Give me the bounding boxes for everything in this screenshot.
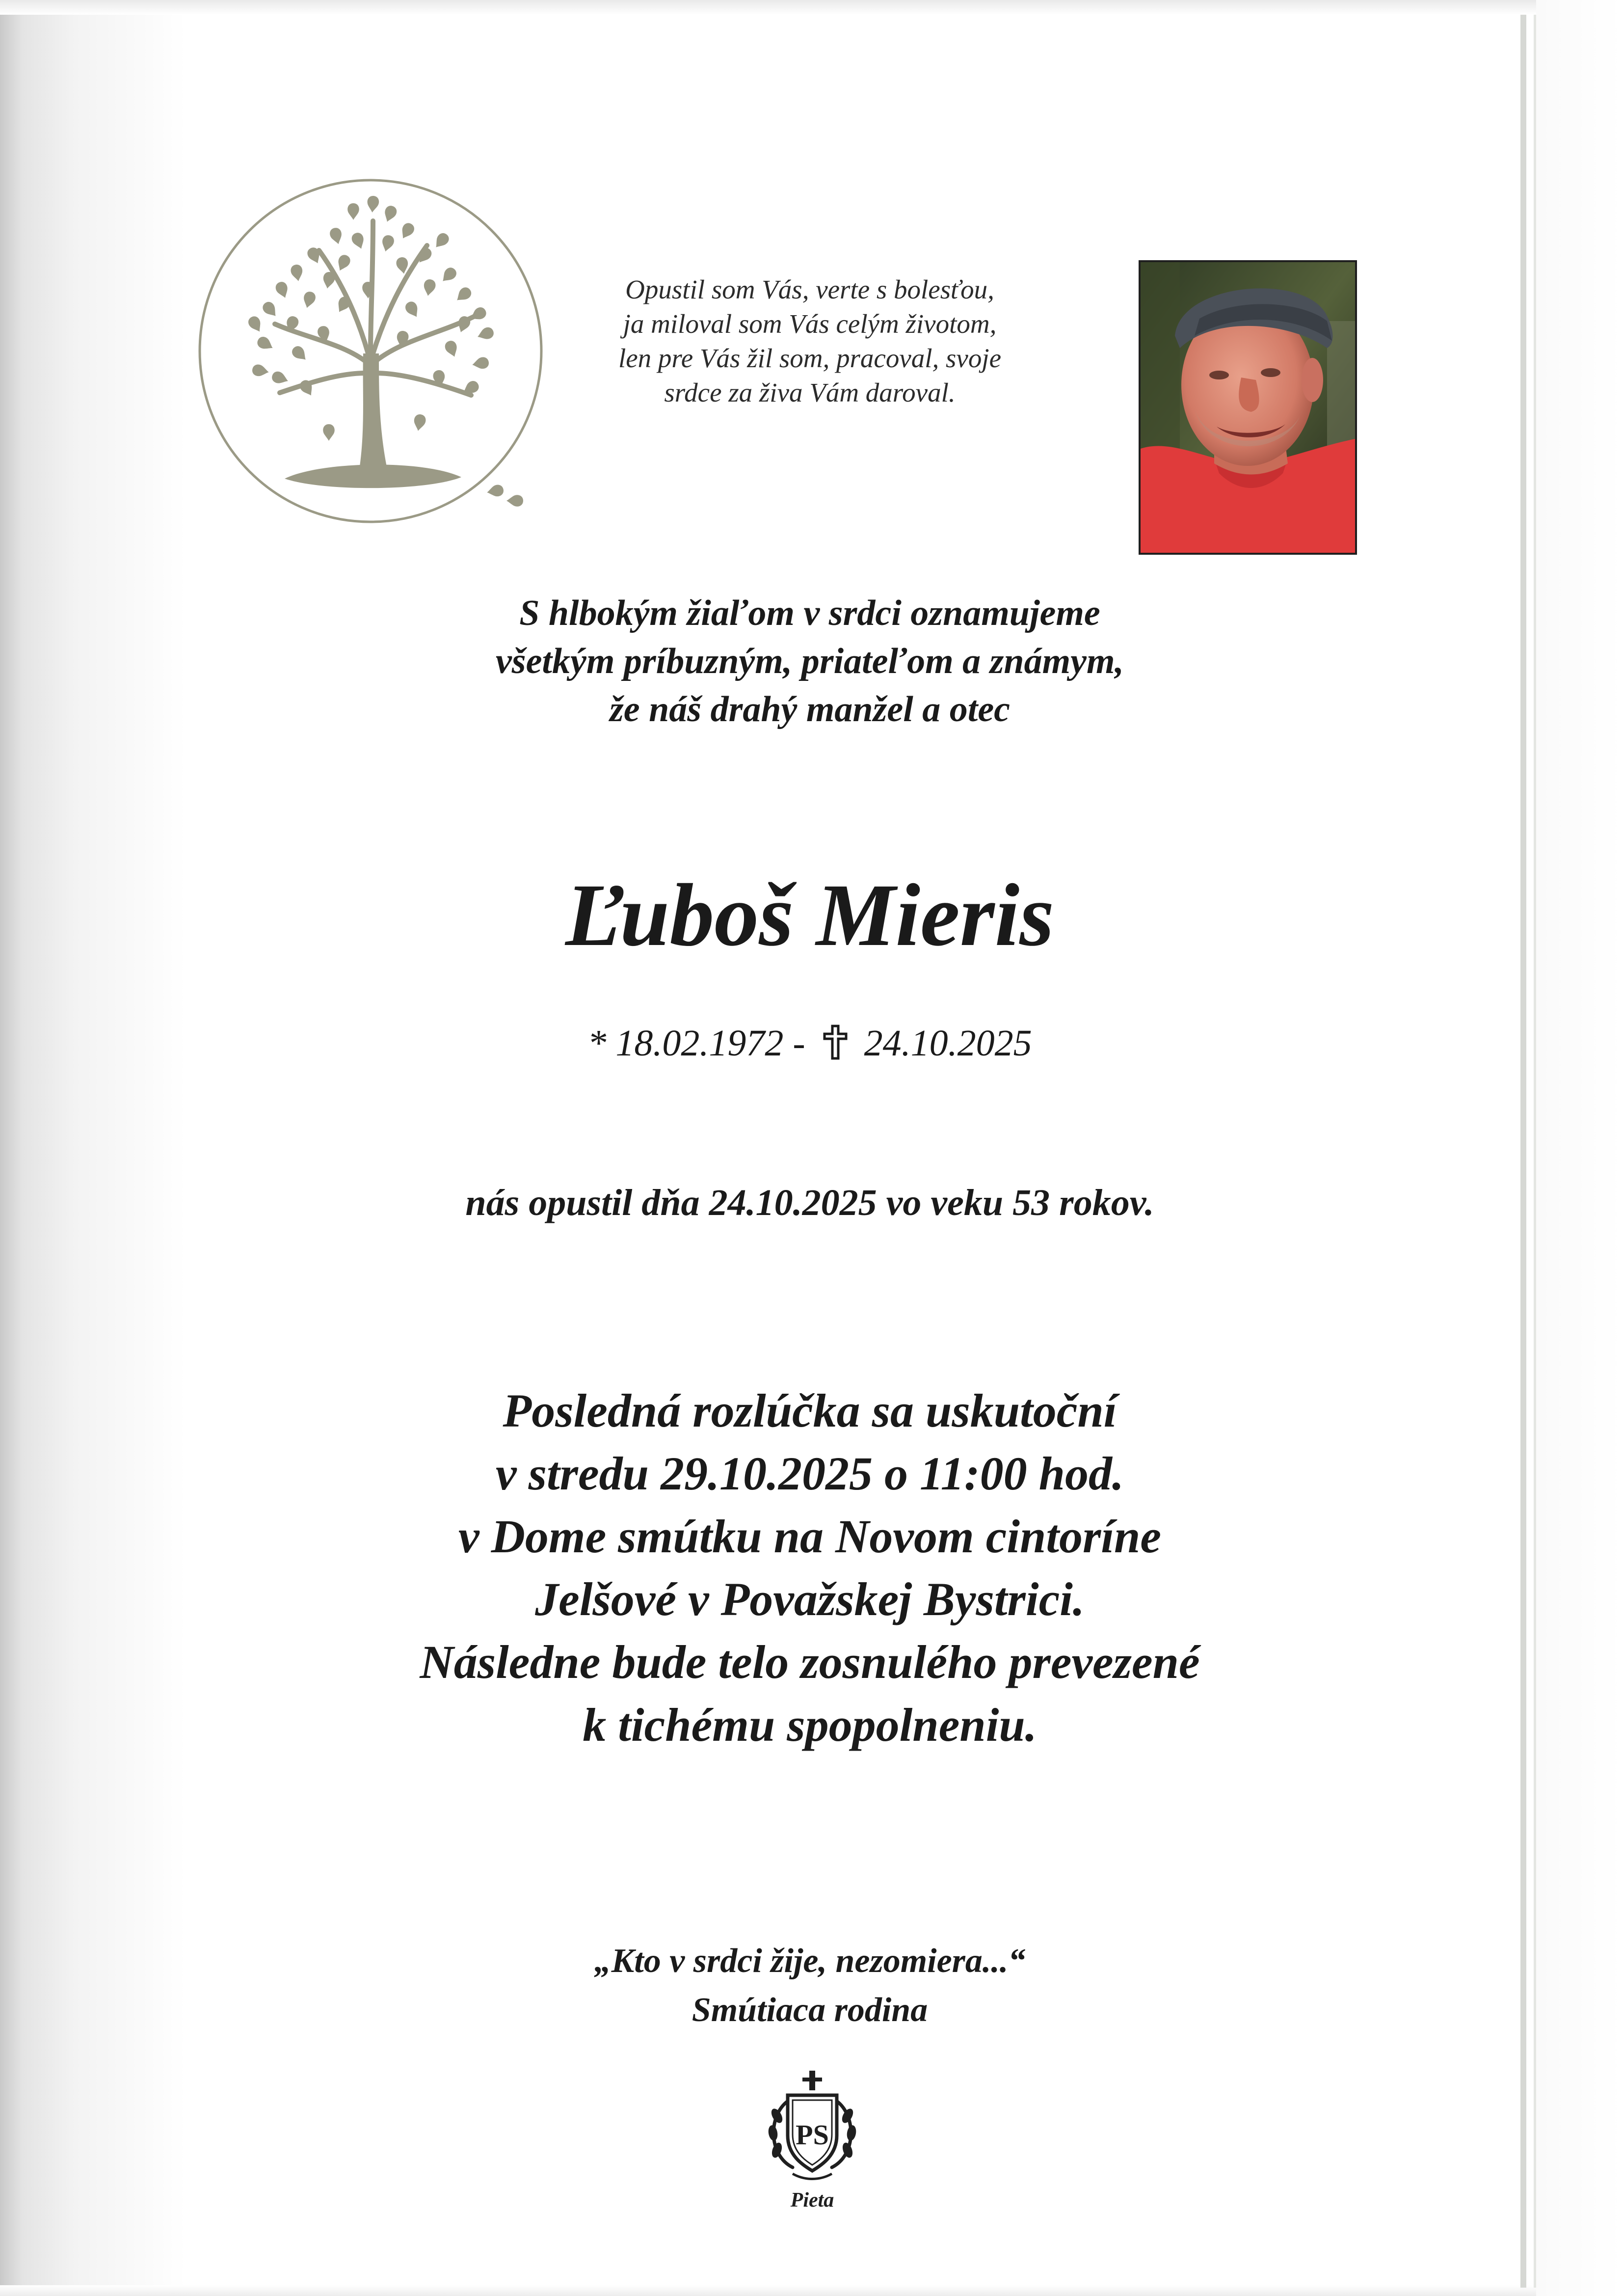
scan-shadow (0, 0, 186, 2296)
funeral-details (196, 1379, 1423, 1756)
deceased-name: Ľuboš Mieris (565, 866, 1055, 965)
poem-line: len pre Vás žil som, pracoval, svoje (618, 343, 1002, 373)
page-right-margin (1536, 0, 1623, 2296)
scan-edge-bottom (0, 2285, 1623, 2296)
poem-line: Opustil som Vás, verte s bolesťou, (625, 274, 994, 304)
memorial-poem (550, 272, 1070, 410)
closing-block (196, 1937, 1423, 2035)
funeral-line: Jelšové v Považskej Bystrici. (535, 1573, 1085, 1625)
cross-icon (821, 1024, 850, 1060)
funeral-line: k tichému spopolneniu. (583, 1699, 1037, 1751)
funeral-line: Posledná rozlúčka sa uskutoční (503, 1384, 1117, 1437)
portrait-photo (1139, 260, 1357, 555)
funeral-line: v Dome smútku na Novom cintoríne (458, 1510, 1162, 1563)
announcement-line: S hlbokým žiaľom v srdci oznamujeme (519, 593, 1100, 633)
logo-monogram: PS (796, 2119, 829, 2151)
death-date: 24.10.2025 (864, 1023, 1032, 1064)
announcement-text (196, 589, 1423, 733)
poem-line: srdce za živa Vám daroval. (664, 378, 956, 407)
departed-text: nás opustil dňa 24.10.2025 vo veku 53 rokov. (465, 1182, 1154, 1223)
life-dates (196, 1019, 1423, 1068)
poem-line: ja miloval som Vás celým životom, (623, 309, 997, 339)
funeral-line: Následne bude telo zosnulého prevezené (420, 1636, 1200, 1688)
closing-quote: „Kto v srdci žije, nezomiera...“ (594, 1942, 1026, 1980)
logo-name: Pieta (790, 2189, 834, 2212)
pieta-logo-icon (758, 2067, 866, 2214)
scan-edge-top (0, 0, 1623, 15)
announcement-line: všetkým príbuzným, priateľom a známym, (495, 641, 1124, 681)
tree-of-life-icon (196, 177, 550, 530)
page-fold-line (1520, 15, 1526, 2288)
funeral-line: v stredu 29.10.2025 o 11:00 hod. (495, 1447, 1124, 1500)
page-fold-line-secondary (1534, 15, 1536, 2288)
announcement-line: že náš drahý manžel a otec (609, 689, 1011, 729)
birth-date: * 18.02.1972 - (587, 1023, 805, 1064)
family-signature: Smútiaca rodina (692, 1991, 928, 2029)
